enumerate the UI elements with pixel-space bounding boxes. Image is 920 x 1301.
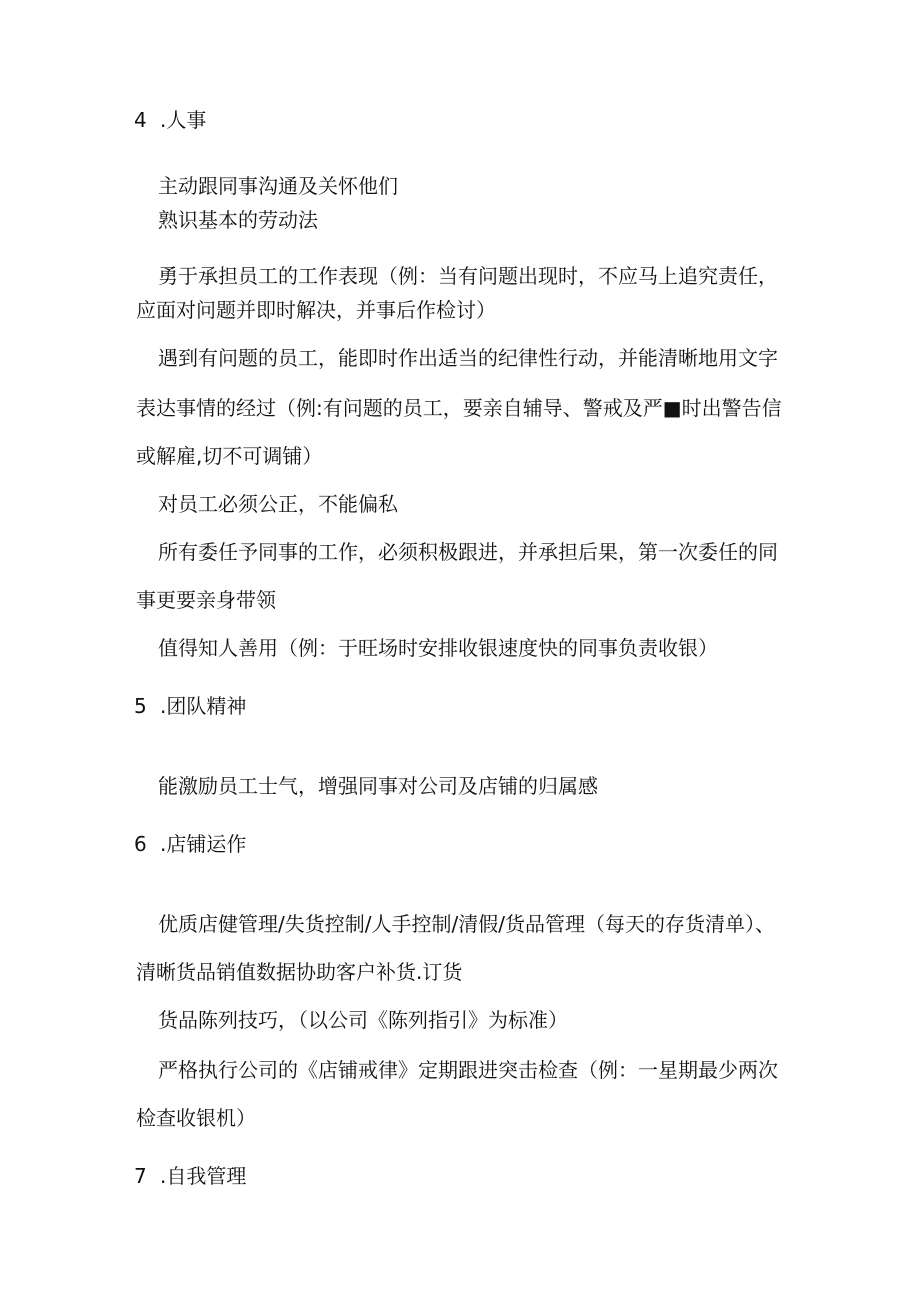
- section-number: 7: [134, 1164, 147, 1188]
- paragraph-line: 应面对问题并即时解决，并事后作检讨）: [136, 298, 496, 322]
- paragraph-line: 或解雇,切不可调铺）: [136, 444, 323, 468]
- paragraph-line: 清晰货品销值数据协助客户补货.订货: [136, 960, 463, 984]
- section-title: .团队精神: [160, 694, 247, 718]
- section-heading: [134, 106, 206, 134]
- paragraph-line: 熟识基本的劳动法: [158, 208, 318, 232]
- paragraph-line: 事更要亲身带领: [136, 588, 276, 612]
- paragraph-line: 值得知人善用（例：于旺场时安排收银速度快的同事负责收银）: [158, 636, 718, 660]
- section-heading: [134, 830, 246, 858]
- paragraph-line: 所有委任予同事的工作，必须积极跟进，并承担后果，第一次委任的同: [158, 540, 778, 564]
- section-number: 5: [134, 694, 147, 718]
- section-title: .人事: [160, 108, 207, 132]
- paragraph-line: 能激励员工士气，增强同事对公司及店铺的归属感: [158, 774, 598, 798]
- paragraph-line: 检查收银机）: [136, 1106, 256, 1130]
- paragraph-line: 勇于承担员工的工作表现（例：当有问题出现时，不应马上追究责任，: [158, 264, 778, 288]
- section-number: 4: [134, 108, 147, 132]
- section-heading: [134, 692, 246, 720]
- paragraph-line: 严格执行公司的《店铺戒律》定期跟进突击检查（例：一星期最少两次: [158, 1058, 778, 1082]
- paragraph-line: 表达事情的经过（例:有问题的员工，要亲自辅导、警戒及严■时出警告信: [136, 396, 782, 420]
- paragraph-line: 主动跟同事沟通及关怀他们: [158, 174, 398, 198]
- paragraph-line: 优质店健管理/失货控制/人手控制/清假/货品管理（每天的存货清单）、: [158, 912, 775, 936]
- section-heading: [134, 1162, 246, 1190]
- section-title: .店铺运作: [160, 832, 247, 856]
- paragraph-line: 对员工必须公正，不能偏私: [158, 492, 398, 516]
- section-number: 6: [134, 832, 147, 856]
- paragraph-line: 货品陈列技巧，（以公司《陈列指引》为标准）: [158, 1008, 568, 1032]
- paragraph-line: 遇到有问题的员工，能即时作出适当的纪律性行动，并能清晰地用文字: [158, 346, 778, 370]
- section-title: .自我管理: [160, 1164, 247, 1188]
